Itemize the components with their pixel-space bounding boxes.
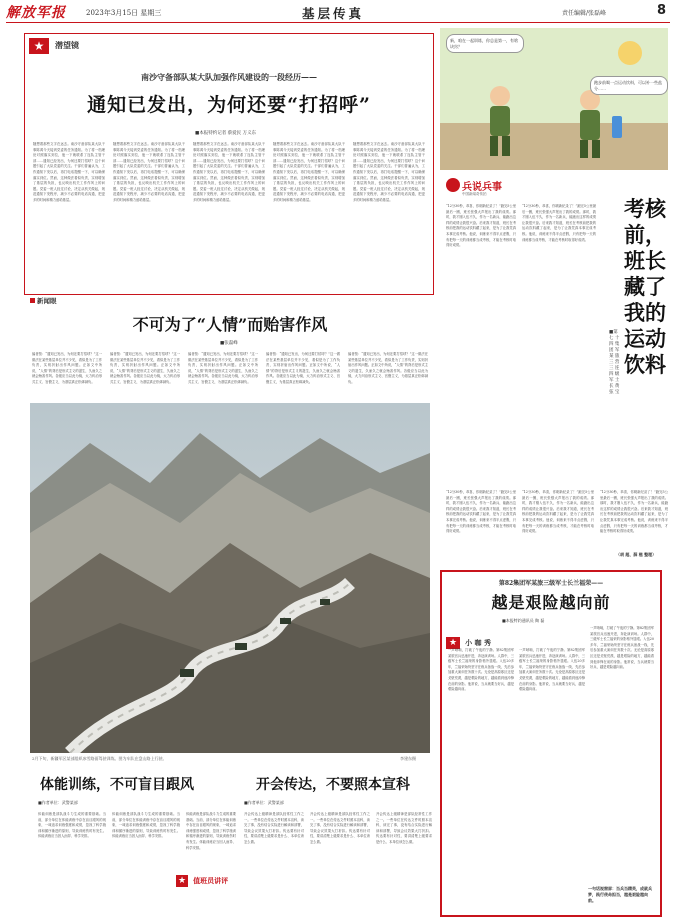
photo-illustration: [30, 403, 430, 753]
profile-col-2: 一声哨响，打破了午夜的宁静。第82集团军某旅官兵迅速开进，奔赴演训场。人群中，三级军士长兰福荣的身影格外显眼。入伍20多年，兰福荣始终坚守在练兵备战一线，先后参加重大演训任务数十次。无论是高原寒区还是戈壁荒漠，越是艰险的地方，越能看到他冲锋在前的身影。他常说，当兵就要当好兵，越是艰险越向前。: [519, 648, 585, 692]
bottom-left-byline: ■作者单位：武警某部: [38, 800, 78, 805]
mountain-road-photo: [30, 403, 430, 753]
profile-kicker: 第82集团军某旅三级军士长兰福荣——: [498, 580, 604, 587]
xiaokaxiu-star-icon: ★: [446, 637, 460, 649]
body-col-3: 随想着那些文字在远去。南沙守备部队某大队干事陈鸿今天接到党委的任务通知。为了将一档理论对照落实到位，他一下就联系了连队主管干部……通知已经发出，为何还要打招呼？这个问题引起了大队党委的关注。干部们普遍认为，工作通知下发以后，再打电话提醒一下，可以确保落实到位。然而，这种做法看似负责，实则增加了基层的负担，也反映出机关工作作风上的问题。党委一班人经过讨论，决定从机关做起，规范通知下发程序，减少不必要的电话沟通，把更多的时间和精力留给基层。: [193, 142, 265, 202]
column3-body-2: “12分30秒，恭喜，你刷新纪录了！”跑完5公里最后一圈，班长张强大声报出了我的成绩。那时，我才刚入伍不久，作为一名新兵，能跑出这样的成绩让我很兴奋。后来我才知道，班长在考核前把我的运动饮料藏了起来，是为了让我凭真本事完成考核。他说，训练来不得半点虚假，只有把每一天的训练都当成考核，才能在考核时取得好成绩。: [522, 204, 596, 242]
drink-bottle-icon: [612, 116, 622, 138]
bingshuo-logo: [446, 176, 506, 200]
column3-headline: 考核前，班长藏了我的运动饮料: [624, 196, 666, 377]
xiaokaxiu-banner: [446, 630, 512, 648]
section-title: 基层传真: [302, 6, 365, 21]
speech-bubble-right: 跑步前喝一点运动饮料，可以补一些盐分……: [590, 76, 668, 95]
masthead: [6, 2, 670, 22]
news-tag: [30, 296, 57, 305]
body-col-5: 随想着那些文字在远去。南沙守备部队某大队干事陈鸿今天接到党委的任务通知。为了将一档理论对照落实到位，他一下就联系了连队主管干部……通知已经发出，为何还要打招呼？这个问题引起了大队党委的关注。干部们普遍认为，工作通知下发以后，再打电话提醒一下，可以确保落实到位。然而，这种做法看似负责，实则增加了基层的负担，也反映出机关工作作风上的问题。党委一班人经过讨论，决定从机关做起，规范通知下发程序，减少不必要的电话沟通，把更多的时间和精力留给基层。: [353, 142, 425, 202]
byline: ■本报特约记者 蔡爱民 万义东: [195, 131, 257, 136]
xiaokaxiu-text: 小 咖 秀: [465, 638, 491, 647]
commentary-byline: ■张磊峰: [220, 341, 238, 346]
masthead-rule: [6, 22, 670, 23]
profile-quote: 一句话视窗屏：当兵当精英，成就兵梦，践行使命担当，越是艰险越向前。: [588, 886, 652, 903]
body-col-1: 随想着那些文字在远去。南沙守备部队某大队干事陈鸿今天接到党委的任务通知。为了将一档理论对照落实到位，他一下就联系了连队主管干部……通知已经发出，为何还要打招呼？这个问题引起了大队党委的关注。干部们普遍认为，工作通知下发以后，再打电话提醒一下，可以确保落实到位。然而，这种做法看似负责，实则增加了基层的负担，也反映出机关工作作风上的问题。党委一班人经过讨论，决定从机关做起，规范通知下发程序，减少不必要的电话沟通，把更多的时间和精力留给基层。: [33, 142, 105, 202]
column3-body-3: “12分30秒，恭喜，你刷新纪录了！”跑完5公里最后一圈，班长张强大声报出了我的成绩。那时，我才刚入伍不久，作为一名新兵，能跑出这样的成绩让我很兴奋。后来我才知道，班长在考核前把我的运动饮料藏了起来，是为了让我凭真本事完成考核。他说，训练来不得半点虚假，只有把每一天的训练都当成考核，才能在考核时取得好成绩。: [446, 490, 516, 534]
commentary-col-3: 编者按：“通知已发出，为何还要打招呼？”这一做法在某些基层单位并不少见，看似是为了工作负责，实则折射出作风问题。正如文中所说，“人情”的背后是形式主义的滋生，久而久之就会贻害作风。各级应当以此为镜，大力纠治形式主义、官僚主义，为基层真正松绑减负。: [188, 352, 258, 384]
megaphone-icon: [446, 178, 460, 192]
cartoon-panel: [440, 28, 668, 170]
commentary-col-5: 编者按：“通知已发出，为何还要打招呼？”这一做法在某些基层单位并不少见，看似是为了工作负责，实则折射出作风问题。正如文中所说，“人情”的背后是形式主义的滋生，久而久之就会贻害作风。各级应当以此为镜，大力纠治形式主义、官僚主义，为基层真正松绑减负。: [348, 352, 428, 384]
bottom-left-col-2: 体能训练是部队战斗力生成的重要基础。当前，部分单位在体能训练中存在盲目跟风的现象，一味追求训练强度和成绩，忽视了科学施训和循序渐进的原则，导致训练伤时有发生。体能训练应当因人而异、科学安排。: [112, 812, 180, 839]
star-icon: ★: [29, 38, 49, 54]
commentary-col-2: 编者按：“通知已发出，为何还要打招呼？”这一做法在某些基层单位并不少见，看似是为了工作负责，实则折射出作风问题。正如文中所说，“人情”的背后是形式主义的滋生，久而久之就会贻害作风。各级应当以此为镜，大力纠治形式主义、官僚主义，为基层真正松绑减负。: [110, 352, 180, 384]
photo-caption: 2月下旬，新疆军区某部组织冰雪路面驾驶训练。图为车队在盘山路上行驶。: [32, 756, 167, 761]
bottom-mid-headline: 开会传达，不要照本宣科: [256, 777, 410, 793]
body-col-4: 随想着那些文字在远去。南沙守备部队某大队干事陈鸿今天接到党委的任务通知。为了将一档理论对照落实到位，他一下就联系了连队主管干部……通知已经发出，为何还要打招呼？这个问题引起了大队党委的关注。干部们普遍认为，工作通知下发以后，再打电话提醒一下，可以确保落实到位。然而，这种做法看似负责，实则增加了基层的负担，也反映出机关工作作风上的问题。党委一班人经过讨论，决定从机关做起，规范通知下发程序，减少不必要的电话沟通，把更多的时间和精力留给基层。: [273, 142, 345, 202]
tag-text: 新闻眼: [37, 297, 57, 305]
commentary-headline: 不可为了“人情”而贻害作风: [132, 315, 328, 334]
reader-club-text: 值班员讲评: [193, 876, 229, 885]
profile-col-3: 一声哨响，打破了午夜的宁静。第82集团军某旅官兵迅速开进，奔赴演训场。人群中，三级军士长兰福荣的身影格外显眼。入伍20多年，兰福荣始终坚守在练兵备战一线，先后参加重大演训任务数十次。无论是高原寒区还是戈壁荒漠，越是艰险的地方，越能看到他冲锋在前的身影。他常说，当兵就要当好兵，越是艰险越向前。: [590, 626, 654, 670]
label-banner: [27, 38, 137, 54]
commentary-col-4: 编者按：“通知已发出，为何还要打招呼？”这一做法在某些基层单位并不少见，看似是为了工作负责，实则折射出作风问题。正如文中所说，“人情”的背后是形式主义的滋生，久而久之就会贻害作风。各级应当以此为镜，大力纠治形式主义、官僚主义，为基层真正松绑减负。: [266, 352, 340, 384]
column3-body-5: “12分30秒，恭喜，你刷新纪录了！”跑完5公里最后一圈，班长张强大声报出了我的成绩。那时，我才刚入伍不久，作为一名新兵，能跑出这样的成绩让我很兴奋。后来我才知道，班长在考核前把我的运动饮料藏了起来，是为了让我凭真本事完成考核。他说，训练来不得半点虚假，只有把每一天的训练都当成考核，才能在考核时取得好成绩。: [600, 490, 668, 534]
bottom-left-col-3: 体能训练是部队战斗力生成的重要基础。当前，部分单位在体能训练中存在盲目跟风的现象，一味追求训练强度和成绩，忽视了科学施训和循序渐进的原则，导致训练伤时有发生。体能训练应当因人而异、科学安排。: [186, 812, 236, 850]
profile-byline: ■本报特约通讯员 陶 磊: [502, 618, 545, 623]
reader-club-star-icon: ★: [177, 876, 187, 886]
commentary-col-1: 编者按：“通知已发出，为何还要打招呼？”这一做法在某些基层单位并不少见，看似是为了工作负责，实则折射出作风问题。正如文中所说，“人情”的背后是形式主义的滋生，久而久之就会贻害作风。各级应当以此为镜，大力纠治形式主义、官僚主义，为基层真正松绑减负。: [32, 352, 102, 384]
editor-credit: 责任编辑/张磊峰: [562, 10, 607, 17]
feature-box-qianwangjing: [24, 33, 434, 295]
column3-byline: ■第 七 十 四 集 团 军 某 旅 三 营 三 连 四 级 军 士 长 黄 弦 宝: [609, 330, 620, 395]
page-number: 8: [657, 3, 667, 18]
profile-col-1: 一声哨响，打破了午夜的宁静。第82集团军某旅官兵迅速开进，奔赴演训场。人群中，三级军士长兰福荣的身影格外显眼。入伍20多年，兰福荣始终坚守在练兵备战一线，先后参加重大演训任务数十次。无论是高原寒区还是戈壁荒漠，越是艰险的地方，越能看到他冲锋在前的身影。他常说，当兵就要当好兵，越是艰险越向前。: [448, 648, 514, 692]
date-line: 2023年3月15日 星期三: [86, 9, 162, 17]
bottom-left-headline: 体能训练，不可盲目跟风: [40, 777, 194, 793]
bingshuo-label: 兵说兵事: [462, 182, 502, 193]
bottom-mid-byline: ■作者单位：武警某部: [244, 800, 284, 805]
bottom-mid-col-3: 开会传达上级精神是部队经常性工作之一。一些单位在传达文件时照本宣科，读完了事，没有结合实际进行解读和部署，导致会议效果大打折扣。传达要有针对性，要讲清楚上级要求是什么、本单位该怎么做。: [376, 812, 432, 844]
bottom-mid-col-2: 开会传达上级精神是部队经常性工作之一。一些单位在传达文件时照本宣科，读完了事，没有结合实际进行解读和部署，导致会议效果大打折扣。传达要有针对性，要讲清楚上级要求是什么、本单位该怎么做。: [310, 812, 370, 844]
newspaper-name: 解放军报: [6, 5, 66, 21]
body-col-2: 随想着那些文字在远去。南沙守备部队某大队干事陈鸿今天接到党委的任务通知。为了将一档理论对照落实到位，他一下就联系了连队主管干部……通知已经发出，为何还要打招呼？这个问题引起了大队党委的关注。干部们普遍认为，工作通知下发以后，再打电话提醒一下，可以确保落实到位。然而，这种做法看似负责，实则增加了基层的负担，也反映出机关工作作风上的问题。党委一班人经过讨论，决定从机关做起，规范通知下发程序，减少不必要的电话沟通，把更多的时间和精力留给基层。: [113, 142, 185, 202]
bottom-left-col-1: 体能训练是部队战斗力生成的重要基础。当前，部分单位在体能训练中存在盲目跟风的现象，一味追求训练强度和成绩，忽视了科学施训和循序渐进的原则，导致训练伤时有发生。体能训练应当因人而异、科学安排。: [38, 812, 106, 839]
column3-sign: （胡 超、薛 楷 整理）: [616, 552, 657, 557]
commentary-body: [30, 352, 430, 400]
label-text: 潜望镜: [55, 40, 79, 50]
bottom-mid-col-1: 开会传达上级精神是部队经常性工作之一。一些单位在传达文件时照本宣科，读完了事，没有结合实际进行解读和部署，导致会议效果大打折扣。传达要有针对性，要讲清楚上级要求是什么、本单位该怎么做。: [244, 812, 304, 844]
headline: 通知已发出，为何还要“打招呼”: [87, 94, 371, 116]
photo-credit: 李建东摄: [400, 756, 416, 761]
kicker: 南沙守备部队某大队加强作风建设的一段经历——: [141, 72, 317, 82]
tag-square-icon: [30, 298, 35, 303]
reader-club-banner: [176, 868, 246, 886]
column3-body-4: “12分30秒，恭喜，你刷新纪录了！”跑完5公里最后一圈，班长张强大声报出了我的成绩。那时，我才刚入伍不久，作为一名新兵，能跑出这样的成绩让我很兴奋。后来我才知道，班长在考核前把我的运动饮料藏了起来，是为了让我凭真本事完成考核。他说，训练来不得半点虚假，只有把每一天的训练都当成考核，才能在考核时取得好成绩。: [522, 490, 594, 534]
column3-body-1: “12分30秒，恭喜，你刷新纪录了！”跑完5公里最后一圈，班长张强大声报出了我的成绩。那时，我才刚入伍不久，作为一名新兵，能跑出这样的成绩让我很兴奋。后来我才知道，班长在考核前把我的运动饮料藏了起来，是为了让我凭真本事完成考核。他说，训练来不得半点虚假，只有把每一天的训练都当成考核，才能在考核时取得好成绩。: [446, 204, 516, 248]
feature-box-profile: [440, 570, 662, 917]
speech-bubble-left: 新，咱在一起训练，你总是第一，有啥诀窍？: [446, 34, 524, 53]
profile-headline: 越是艰险越向前: [491, 593, 611, 612]
bingshuo-sub: 中国新闻奇传拍: [462, 192, 487, 196]
